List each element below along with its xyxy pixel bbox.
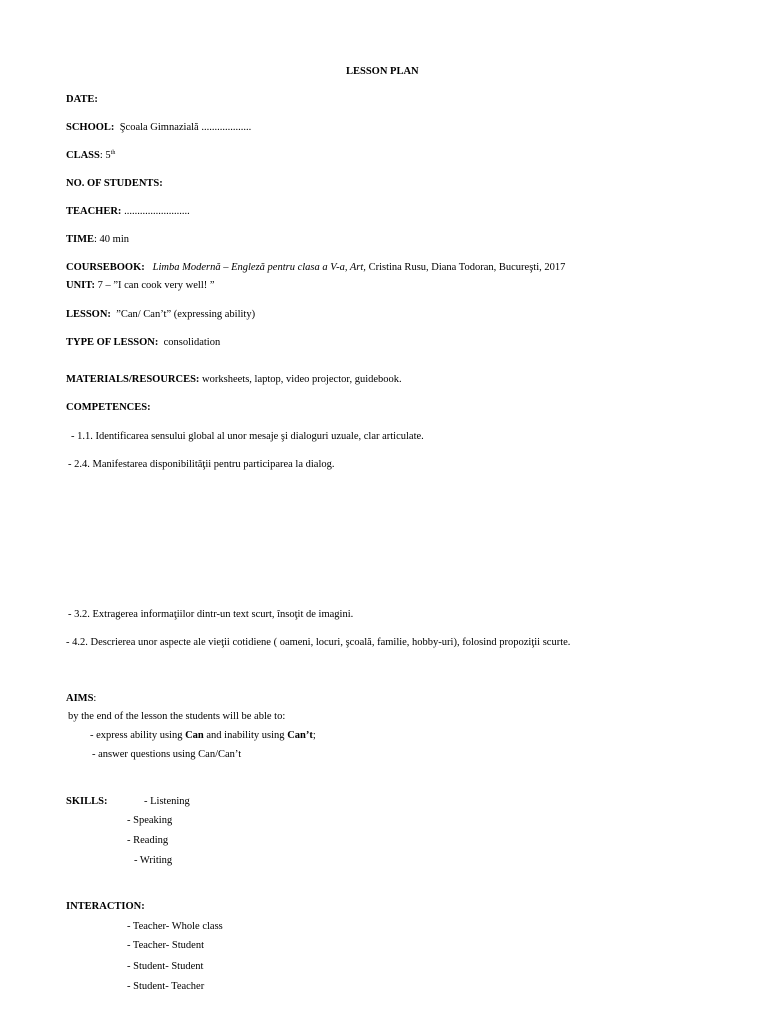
skill-item: - Writing <box>134 855 173 866</box>
time-line <box>66 234 129 247</box>
school-label: SCHOOL: <box>66 122 115 133</box>
aim-item-text: - express ability using <box>90 730 186 741</box>
coursebook-title: Limba Modernă – Engleză pentru clasa a V-a, Art, <box>152 262 366 273</box>
lesson-type-label: TYPE OF LESSON: <box>66 337 159 348</box>
class-value: : 5 <box>99 150 111 161</box>
competence-item: - 1.1. Identificarea sensului global al unor mesaje şi dialoguri uzuale, clar articulate. <box>71 431 424 442</box>
class-line <box>66 150 115 163</box>
coursebook-label: COURSEBOOK: <box>66 262 145 273</box>
interaction-item: - Student- Teacher <box>127 981 205 992</box>
teacher-line <box>66 206 190 219</box>
unit-value: 7 – ”I can cook very well! ” <box>94 280 215 291</box>
coursebook-authors: Cristina Rusu, Diana Todoran, Bucureşti, 2017 <box>365 262 566 273</box>
interaction-item: - Student- Student <box>127 961 204 972</box>
interaction-item: - Teacher- Student <box>127 940 204 951</box>
aim-item <box>90 730 316 743</box>
competence-item: - 3.2. Extragerea informaţiilor dintr-un text scurt, însoţit de imagini. <box>68 609 354 620</box>
class-superscript: th <box>110 150 116 156</box>
skill-item: - Listening <box>144 796 190 807</box>
aims-intro: by the end of the lesson the students will be able to: <box>68 711 286 722</box>
lesson-value: ”Can/ Can’t” (expressing ability) <box>113 309 256 320</box>
unit-label: UNIT: <box>66 280 95 291</box>
aim-item-text: and inability using <box>203 730 288 741</box>
interaction-item: - Teacher- Whole class <box>127 921 223 932</box>
competences-label: COMPETENCES: <box>66 402 151 413</box>
teacher-label: TEACHER: <box>66 206 122 217</box>
aim-item: - answer questions using Can/Can’t <box>92 749 242 760</box>
time-value: : 40 min <box>94 234 130 245</box>
aim-item-can: Can <box>185 730 204 741</box>
date-label: DATE: <box>66 94 98 105</box>
interaction-label: INTERACTION: <box>66 901 145 912</box>
lesson-line <box>66 309 255 322</box>
skill-item: - Speaking <box>127 815 173 826</box>
aims-colon: : <box>93 693 97 704</box>
materials-line <box>66 374 402 387</box>
lesson-type-line <box>66 337 220 350</box>
page-title: LESSON PLAN <box>346 66 419 77</box>
unit-line <box>66 280 215 293</box>
time-label: TIME <box>66 234 95 245</box>
lesson-label: LESSON: <box>66 309 111 320</box>
lesson-type-value: consolidation <box>161 337 221 348</box>
skills-label: SKILLS: <box>66 796 108 807</box>
aim-item-cant: Can’t <box>287 730 313 741</box>
school-value: Şcoala Gimnazială ................... <box>119 122 252 133</box>
coursebook-line <box>66 262 565 275</box>
aims-line <box>66 693 96 706</box>
aims-label: AIMS <box>66 693 94 704</box>
students-label: NO. OF STUDENTS: <box>66 178 163 189</box>
class-label: CLASS <box>66 150 100 161</box>
teacher-value: ......................... <box>124 206 190 217</box>
skill-item: - Reading <box>127 835 169 846</box>
competence-item: - 4.2. Descrierea unor aspecte ale vieţii cotidiene ( oameni, locuri, şcoală, familie, hobby-uri), folosind propoziţii scurte. <box>66 637 571 648</box>
materials-label: MATERIALS/RESOURCES: <box>66 374 200 385</box>
school-line <box>66 122 251 135</box>
materials-value: worksheets, laptop, video projector, guidebook. <box>199 374 402 385</box>
competence-item: - 2.4. Manifestarea disponibilităţii pentru participarea la dialog. <box>68 459 335 470</box>
aim-item-text: ; <box>312 730 316 741</box>
